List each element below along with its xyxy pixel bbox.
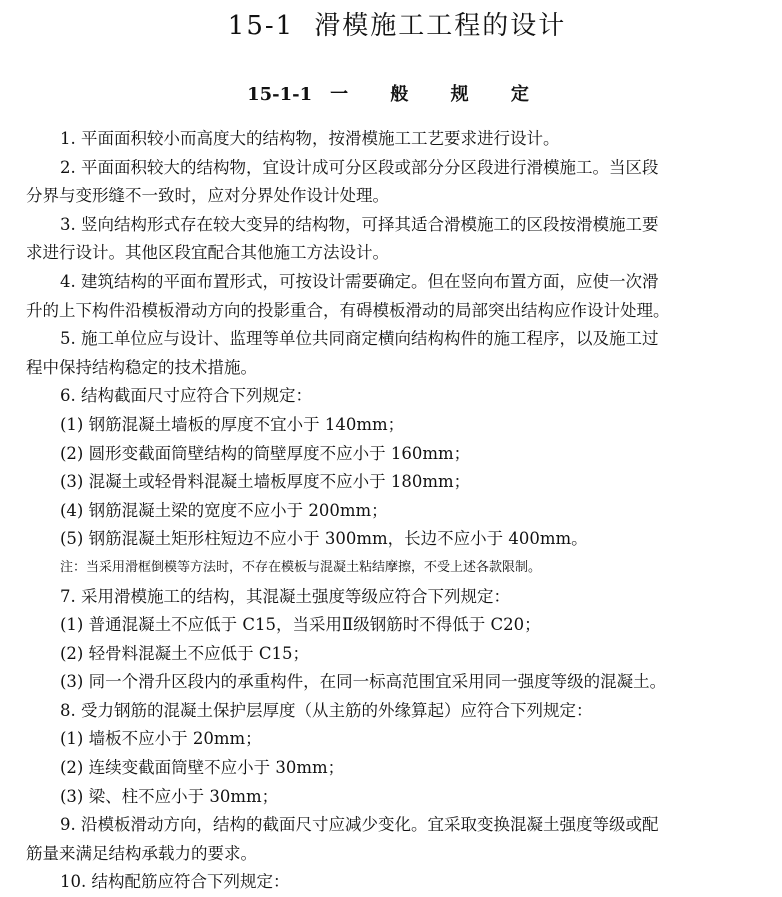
subsection-number: 15-1-1 — [247, 84, 313, 105]
section-title — [26, 0, 768, 52]
note-line: 注：当采用滑框倒模等方法时，不存在模板与混凝土粘结摩擦，不受上述各款限制。 — [60, 559, 542, 575]
paragraph-line: 8. 受力钢筋的混凝土保护层厚度（从主筋的外缘算起）应符合下列规定： — [60, 700, 593, 720]
list-item: (3) 同一个滑升区段内的承重构件，在同一标高范围宜采用同一强度等级的混凝土。 — [60, 672, 667, 692]
section-number: 15-1 — [227, 11, 295, 41]
paragraph-line: 分界与变形缝不一致时，应对分界处作设计处理。 — [26, 186, 389, 206]
paragraph-line: 1. 平面面积较小而高度大的结构物，按滑模施工工艺要求进行设计。 — [60, 129, 560, 148]
paragraph-line: 求进行设计。其他区段宜配合其他施工方法设计。 — [26, 243, 389, 263]
list-item: (1) 普通混凝土不应低于 C15，当采用Ⅱ级钢筋时不得低于 C20； — [60, 615, 541, 635]
list-item: (2) 轻骨料混凝土不应低于 C15； — [60, 643, 309, 663]
paragraph-line: 6. 结构截面尺寸应符合下列规定： — [60, 386, 312, 406]
paragraph-line: 10. 结构配筋应符合下列规定： — [60, 872, 290, 892]
body-text — [26, 125, 768, 897]
paragraph-line: 2. 平面面积较大的结构物，宜设计成可分区段或部分分区段进行滑模施工。当区段 — [60, 157, 659, 177]
list-item: (1) 钢筋混凝土墙板的厚度不宜小于 140mm； — [60, 414, 405, 434]
subsection-title-text: 一 般 规 定 — [330, 84, 547, 105]
list-item: (3) 混凝土或轻骨料混凝土墙板厚度不应小于 180mm； — [60, 472, 471, 492]
section-title-text: 滑模施工工程的设计 — [314, 11, 567, 41]
paragraph-line: 4. 建筑结构的平面布置形式，可按设计需要确定。但在竖向布置方面，应使一次滑 — [60, 271, 659, 291]
list-item: (4) 钢筋混凝土梁的宽度不应小于 200mm； — [60, 500, 388, 520]
list-item: (3) 梁、柱不应小于 30mm； — [60, 786, 279, 806]
paragraph-line: 筋量来满足结构承载力的要求。 — [26, 843, 257, 863]
paragraph-line: 9. 沿模板滑动方向，结构的截面尺寸应减少变化。宜采取变换混凝土强度等级或配 — [60, 815, 659, 835]
list-item: (5) 钢筋混凝土矩形柱短边不应小于 300mm，长边不应小于 400mm。 — [60, 529, 588, 549]
paragraph-line: 7. 采用滑模施工的结构，其混凝土强度等级应符合下列规定： — [60, 586, 510, 606]
paragraph-line: 3. 竖向结构形式存在较大变异的结构物，可择其适合滑模施工的区段按滑模施工要 — [60, 214, 659, 234]
paragraph-line: 程中保持结构稳定的技术措施。 — [26, 357, 257, 377]
list-item: (1) 墙板不应小于 20mm； — [60, 729, 262, 749]
subsection-title — [26, 82, 768, 108]
paragraph-line: 升的上下构件沿模板滑动方向的投影重合，有碍模板滑动的局部突出结构应作设计处理。 — [26, 300, 670, 320]
paragraph-line: 5. 施工单位应与设计、监理等单位共同商定横向结构构件的施工程序，以及施工过 — [60, 329, 659, 349]
list-item: (2) 圆形变截面筒壁结构的筒壁厚度不应小于 160mm； — [60, 443, 471, 463]
list-item: (2) 连续变截面筒壁不应小于 30mm； — [60, 758, 345, 778]
